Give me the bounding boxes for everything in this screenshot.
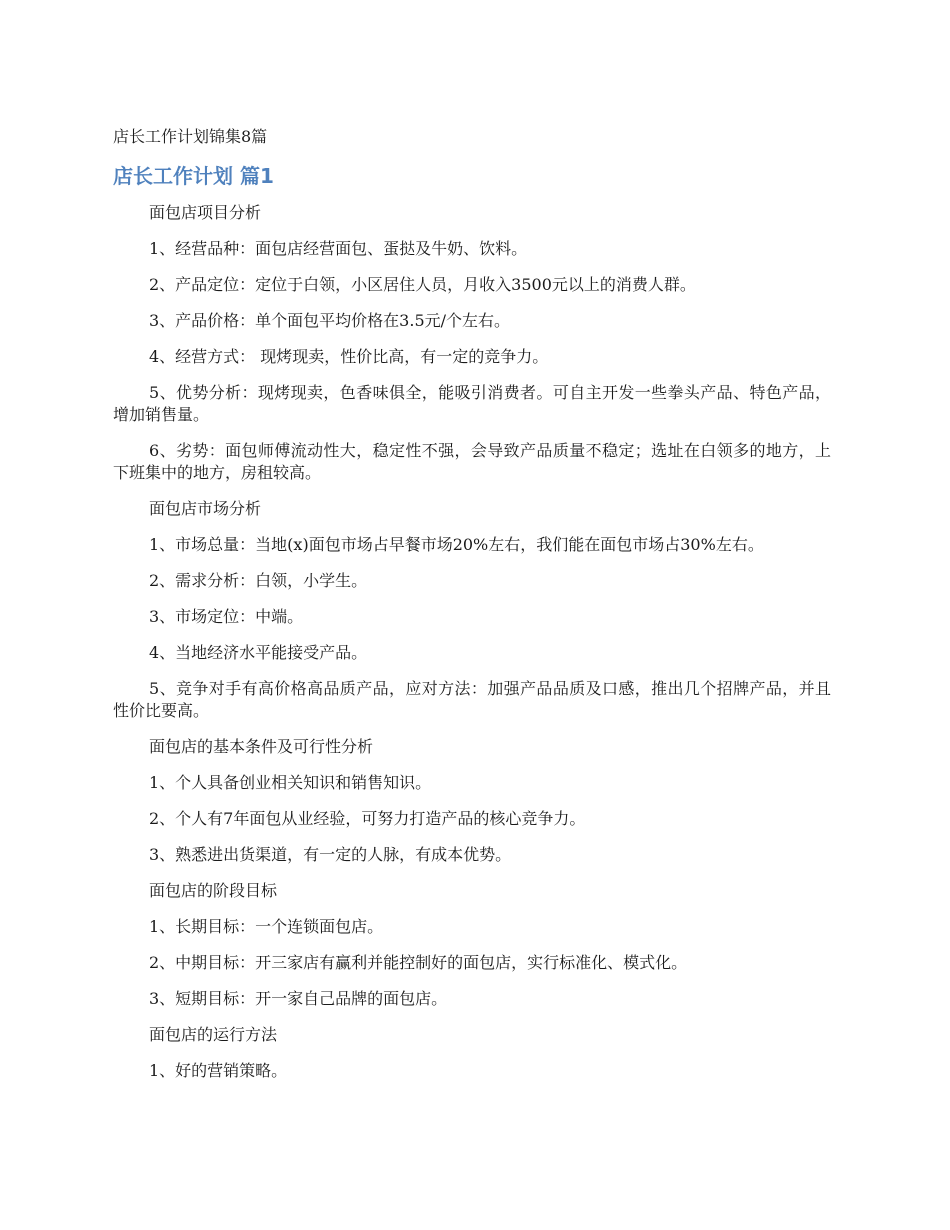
paragraph-subheading: 面包店项目分析: [149, 203, 262, 222]
paragraph: 2、需求分析：白领，小学生。: [149, 571, 368, 590]
paragraph: 4、当地经济水平能接受产品。: [149, 643, 368, 662]
section-heading: 店长工作计划 篇1: [113, 164, 274, 188]
paragraph: 1、市场总量：当地(x)面包市场占早餐市场20%左右，我们能在面包市场占30%左右。: [149, 535, 764, 554]
paragraph: 1、个人具备创业相关知识和销售知识。: [149, 773, 432, 792]
document-body: [113, 126, 831, 1096]
paragraph-subheading: 面包店的运行方法: [149, 1025, 278, 1044]
paragraph: 5、优势分析：现烤现卖，色香味俱全，能吸引消费者。可自主开发一些拳头产品、特色产品，增加销售量。: [113, 383, 831, 424]
paragraph: 1、好的营销策略。: [149, 1061, 288, 1080]
paragraph: 4、经营方式： 现烤现卖，性价比高，有一定的竞争力。: [149, 347, 549, 366]
paragraph: 3、市场定位：中端。: [149, 607, 304, 626]
paragraph: 6、劣势：面包师傅流动性大，稳定性不强，会导致产品质量不稳定；选址在白领多的地方，上下班集中的地方，房租较高。: [113, 441, 831, 482]
paragraph: 5、竞争对手有高价格高品质产品，应对方法：加强产品品质及口感，推出几个招牌产品，并且性价比要高。: [113, 679, 831, 720]
paragraph: 3、产品价格：单个面包平均价格在3.5元/个左右。: [149, 311, 511, 330]
paragraph: 1、经营品种：面包店经营面包、蛋挞及牛奶、饮料。: [149, 239, 528, 258]
paragraph: 1、长期目标：一个连锁面包店。: [149, 917, 384, 936]
paragraph-subheading: 面包店的阶段目标: [149, 881, 278, 900]
paragraph-subheading: 面包店的基本条件及可行性分析: [149, 737, 374, 756]
paragraph: 2、个人有7年面包从业经验，可努力打造产品的核心竞争力。: [149, 809, 586, 828]
paragraph: 2、中期目标：开三家店有赢利并能控制好的面包店，实行标准化、模式化。: [149, 953, 688, 972]
paragraph: 3、熟悉进出货渠道，有一定的人脉，有成本优势。: [149, 845, 512, 864]
paragraph-subheading: 面包店市场分析: [149, 499, 262, 518]
paragraph: 2、产品定位：定位于白领，小区居住人员，月收入3500元以上的消费人群。: [149, 275, 696, 294]
paragraph: 3、短期目标：开一家自己品牌的面包店。: [149, 989, 448, 1008]
document-title: 店长工作计划锦集8篇: [113, 127, 268, 146]
